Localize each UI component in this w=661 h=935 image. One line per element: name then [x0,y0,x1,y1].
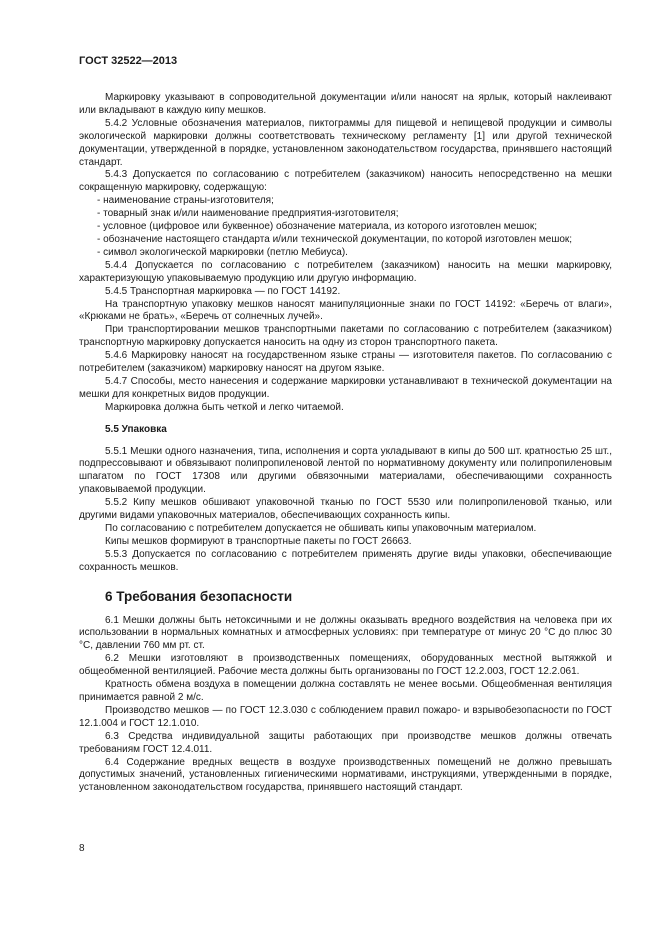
paragraph: 6.1 Мешки должны быть нетоксичными и не должны оказывать вредного воздействия на человека при их использовании в нормальных комнатных и атмосферных условиях: при температуре от минус 20 °С до плюс 30 °С, давлении 760 мм рт. ст. [79,614,612,652]
paragraph: Кратность обмена воздуха в помещении должна составлять не менее восьми. Общеобменная вентиляция принимается равной 2 м/с. [79,679,612,703]
running-header: ГОСТ 32522—2013 [79,55,178,67]
section-heading-5-5: 5.5 Упаковка [105,423,167,435]
list-item: - наименование страны-изготовителя; [97,195,274,207]
list-item: - символ экологической маркировки (петлю Мебиуса). [97,246,348,258]
paragraph: 6.4 Содержание вредных веществ в воздухе производственных помещений не должно превышать допустимых значений, установленных гигиеническими нормативами, инструкциями, утвержденными в порядке, установленном законодательством государства, принявшего настоящий стандарт. [79,756,612,794]
paragraph: 5.4.6 Маркировку наносят на государственном языке страны — изготовителя пакетов. По согласованию с потребителем (заказчиком) маркировку наносят на другом языке. [79,350,612,375]
paragraph: 5.4.4 Допускается по согласованию с потребителем (заказчиком) наносить на мешки маркировку, характеризующую упаковываемую продукцию или другую информацию. [79,259,612,284]
paragraph: 5.4.2 Условные обозначения материалов, пиктограммы для пищевой и непищевой продукции и символы экологической маркировки должны соответствовать техническому регламенту [1] или другой технической документации, утвержденной в порядке, установленном законодательством государства, принявшего настоящий стандарт. [79,117,612,168]
page-content [79,92,612,795]
paragraph: При транспортировании мешков транспортными пакетами по согласованию с потребителем (заказчиком) транспортную маркировку допускается наносить на одну из сторон транспортного пакета. [79,324,612,349]
paragraph: Маркировку указывают в сопроводительной документации и/или наносят на ярлык, который наклеивают или вкладывают в каждую кипу мешков. [79,92,612,116]
paragraph: Маркировка должна быть четкой и легко читаемой. [105,401,344,413]
paragraph: 5.5.2 Кипу мешков обшивают упаковочной тканью по ГОСТ 5530 или полипропиленовой тканью, или другими видами упаковочных материалов, обеспечивающих сохранность кипы. [79,497,612,522]
paragraph: 5.4.5 Транспортная маркировка — по ГОСТ 14192. [105,285,341,297]
paragraph: Кипы мешков формируют в транспортные пакеты по ГОСТ 26663. [105,535,412,547]
paragraph: 6.3 Средства индивидуальной защиты работающих при производстве мешков должны отвечать требованиям ГОСТ 12.4.011. [79,730,612,755]
paragraph: 5.4.7 Способы, место нанесения и содержание маркировки устанавливают в технической документации на мешки для конкретных видов продукции. [79,375,612,400]
paragraph: 5.5.3 Допускается по согласованию с потребителем применять другие виды упаковки, обеспечивающие сохранность мешков. [79,548,612,573]
paragraph: По согласованию с потребителем допускается не обшивать кипы упаковочным материалом. [105,523,537,534]
paragraph: 5.5.1 Мешки одного назначения, типа, исполнения и сорта укладывают в кипы до 500 шт. кратностью 25 шт., подпрессовывают и обвязывают полипропиленовой лентой по нормативному документу или полипропиленовым шпагатом по ГОСТ 17308 или другими обвязочными материалами, обеспечивающими сохранность упаковываемой продукции. [79,445,612,496]
section-heading-6: 6 Требования безопасности [105,588,293,604]
paragraph: 5.4.3 Допускается по согласованию с потребителем (заказчиком) наносить непосредственно на мешки сокращенную маркировку, содержащую: [79,169,612,194]
paragraph: 6.2 Мешки изготовляют в производственных помещениях, оборудованных местной вытяжкой и общеобменной вентиляцией. Рабочие места должны быть организованы по ГОСТ 12.2.003, ГОСТ 12.2.061. [79,653,612,678]
list-item: - товарный знак и/или наименование предприятия-изготовителя; [97,208,399,220]
paragraph: Производство мешков — по ГОСТ 12.3.030 с соблюдением правил пожаро- и взрывобезопасности по ГОСТ 12.1.004 и ГОСТ 12.1.010. [79,704,612,729]
list-item: - обозначение настоящего стандарта и/или технической документации, по которой изготовлен мешок; [97,233,573,245]
paragraph: На транспортную упаковку мешков наносят манипуляционные знаки по ГОСТ 14192: «Беречь от влаги», «Крюками не брать», «Беречь от солнечных лучей». [79,298,612,323]
list-item: - условное (цифровое или буквенное) обозначение материала, из которого изготовлен мешок; [97,221,537,233]
page-number: 8 [79,843,85,854]
